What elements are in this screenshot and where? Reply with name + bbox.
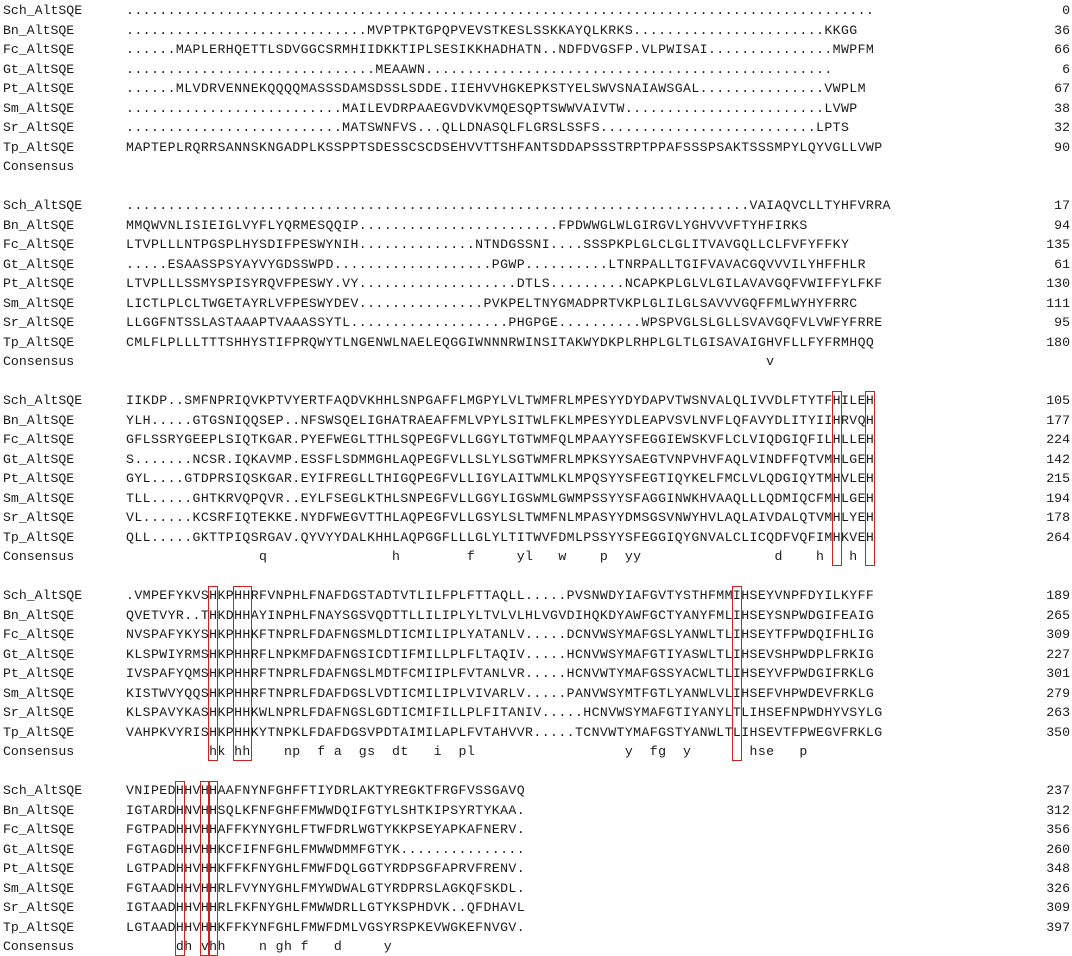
sequence-name: Fc_AltSQE xyxy=(3,432,75,447)
residue-count: 260 xyxy=(1046,841,1070,857)
sequence-residues: LLGGFNTSSLASTAAAPTVAAASSYTL...................PHGPGE..........WPSPVGLSLGLLSVAVGQFVLVWFYFRRE xyxy=(126,315,883,330)
sequence-residues: IGTAADHHVHHRLFKFNYGHLFMWWDRLLGTYKSPHDVK..QFDHAVL xyxy=(126,900,526,915)
sequence-name: Sr_AltSQE xyxy=(3,510,75,525)
consensus-row xyxy=(0,547,1072,566)
sequence-residues: GFLSSRYGEEPLSIQTKGAR.PYEFWEGLTTHLSQPEGFVLLGGYLTGTWMFQLMPAAYYSFEGGIEWSKVFLCLVIQDGIQFILHLLEH xyxy=(126,432,875,447)
residue-count: 348 xyxy=(1046,861,1070,876)
sequence-residues: VAHPKVYRISHKPHHKYTNPKLFDAFDGSVPDTAIMILAPLFVTAHVVR.....TCNVWTYMAFGSTYANWLTLIHSEVTFPWEGVFRKLG xyxy=(126,724,883,740)
residue-count: 194 xyxy=(1046,490,1070,506)
sequence-name: Tp_AltSQE xyxy=(3,139,75,155)
alignment-row xyxy=(0,645,1072,664)
alignment-row xyxy=(0,274,1072,293)
sequence-name: Sm_AltSQE xyxy=(3,295,75,311)
alignment-row xyxy=(0,391,1072,410)
sequence-name: Sch_AltSQE xyxy=(3,198,83,213)
residue-count: 309 xyxy=(1046,627,1070,642)
alignment-row xyxy=(0,60,1072,79)
sequence-residues: MMQWVNLISIEIGLVYFLYQRMESQQIP........................FPDWWGLWLGIRGVLYGHVVVFTYHFIRKS xyxy=(126,217,808,233)
residue-count: 264 xyxy=(1046,529,1070,545)
residue-count: 215 xyxy=(1046,471,1070,486)
alignment-row xyxy=(0,430,1072,449)
sequence-name: Sm_AltSQE xyxy=(3,490,75,506)
sequence-residues: FGTAADHHVHHRLFVYNYGHLFMYWDWALGTYRDPRSLAGKQFSKDL. xyxy=(126,880,526,896)
consensus-row xyxy=(0,742,1072,761)
alignment-row xyxy=(0,918,1072,937)
alignment-row xyxy=(0,255,1072,274)
sequence-name: Consensus xyxy=(3,354,75,369)
sequence-name: Sch_AltSQE xyxy=(3,393,83,408)
residue-count: 356 xyxy=(1046,822,1070,837)
sequence-residues: YLH.....GTGSNIQQSEP..NFSWSQELIGHATRAEAFFMLVPYLSITWLFKLMPESYYDLEAPVSVLNVFLQFAVYDLITYIIHRVQH xyxy=(126,412,875,428)
residue-count: 6 xyxy=(1062,61,1070,77)
sequence-name: Sch_AltSQE xyxy=(3,588,83,603)
alignment-row xyxy=(0,489,1072,508)
residue-count: 38 xyxy=(1054,100,1070,116)
sequence-residues: IIKDP..SMFNPRIQVKPTVYERTFAQDVKHHLSNPGAFFLMGPYLVLTWMFRLMPESYYDYDAPVTWSNVALQLIVVDLFTYTFHILEH xyxy=(126,393,875,408)
sequence-residues: LICTLPLCLTWGETAYRLVFPESWYDEV...............PVKPELTNYGMADPRTVKPLGLILGLSAVVVGQFFMLWYHYFRRC xyxy=(126,295,858,311)
sequence-name: Tp_AltSQE xyxy=(3,919,75,935)
alignment-row xyxy=(0,684,1072,703)
sequence-name: Gt_AltSQE xyxy=(3,451,75,467)
sequence-name: Sm_AltSQE xyxy=(3,880,75,896)
alignment-row xyxy=(0,118,1072,137)
residue-count: 61 xyxy=(1054,256,1070,272)
sequence-residues: .VMPEFYKVSHKPHHRFVNPHLFNAFDGSTADTVTLILFPLFTTAQLL.....PVSNWDYIAFGVTYSTHFMMIHSEYVNPFDYILKYFF xyxy=(126,588,875,603)
residue-count: 279 xyxy=(1046,685,1070,701)
sequence-residues: IGTARDHNVHHSQLKFNFGHFFMWWDQIFGTYLSHTKIPSYRTYKAA. xyxy=(126,802,526,818)
alignment-row xyxy=(0,21,1072,40)
residue-count: 142 xyxy=(1046,451,1070,467)
alignment-row xyxy=(0,294,1072,313)
alignment-row xyxy=(0,450,1072,469)
sequence-residues: QLL.....GKTTPIQSRGAV.QYVYYDALKHHLAQPGGFLLLGLYLTITWVFDMLPSSYYSFEGGIQYGNVALCLICQDFVQFIMHKVEH xyxy=(126,529,875,545)
consensus-row xyxy=(0,937,1072,956)
sequence-name: Bn_AltSQE xyxy=(3,607,75,623)
sequence-residues: hk hh np f a gs dt i pl y fg y hse p xyxy=(126,744,808,759)
alignment-row xyxy=(0,235,1072,254)
alignment-row xyxy=(0,625,1072,644)
alignment-row xyxy=(0,508,1072,527)
sequence-residues: CMLFLPLLLTTTSHHYSTIFPRQWYTLNGENWLNAELEQGGIWNNNRWINSITAKWYDKPLRHPLGLTLGISAVAIGHVFLLFYFRMHQQ xyxy=(126,334,875,350)
alignment-row xyxy=(0,723,1072,742)
sequence-residues: GYL....GTDPRSIQSKGAR.EYIFREGLLTHIGQPEGFVLLIGYLAITWMLKLMPQSYYSFEGTIQYKELFMCLVLQDGIQYTMHVLEH xyxy=(126,471,875,486)
sequence-residues: KLSPWIYRMSHKPHHRFLNPKMFDAFNGSICDTIFMILLPLFLTAQIV.....HCNVWSYMAFGTIYASWLTLIHSEVSHPWDPLFRKIG xyxy=(126,646,875,662)
sequence-residues: LTVPLLLSSMYSPISYRQVFPESWY.VY...................DTLS.........NCAPKPLGLVLGILAVAVGQFVWIFFYLFKF xyxy=(126,276,883,291)
sequence-residues: LGTAADHHVHHKFFKYNFGHLFMWFDMLVGSYRSPKEVWGKEFNVGV. xyxy=(126,919,526,935)
sequence-name: Bn_AltSQE xyxy=(3,802,75,818)
sequence-name: Gt_AltSQE xyxy=(3,61,75,77)
sequence-residues: .....ESAASSPSYAYVYGDSSWPD...................PGWP..........LTNRPALLTGIFVAVACGQVVVILYHFFHLR xyxy=(126,256,866,272)
sequence-name: Tp_AltSQE xyxy=(3,334,75,350)
alignment-row xyxy=(0,664,1072,683)
sequence-name: Consensus xyxy=(3,549,75,564)
sequence-residues: q h f yl w p yy d h h xyxy=(126,549,858,564)
alignment-row xyxy=(0,138,1072,157)
sequence-residues: LGTPADHHVHHKFFKFNYGHLFMWFDQLGGTYRDPSGFAPRVFRENV. xyxy=(126,861,526,876)
residue-count: 105 xyxy=(1046,393,1070,408)
sequence-residues: ......MLVDRVENNEKQQQQMASSSDAMSDSSLSDDE.IIEHVVHGKEPKSTYELSWVSNAIAWSGAL...............VWPLM xyxy=(126,81,866,96)
residue-count: 312 xyxy=(1046,802,1070,818)
residue-count: 130 xyxy=(1046,276,1070,291)
residue-count: 135 xyxy=(1046,237,1070,252)
alignment-row xyxy=(0,606,1072,625)
sequence-name: Sr_AltSQE xyxy=(3,120,75,135)
sequence-name: Consensus xyxy=(3,939,75,954)
sequence-residues: ......MAPLERHQETTLSDVGGCSRMHIIDKKTIPLSESIKKHADHATN..NDFDVGSFP.VLPWISAI...............MWPFM xyxy=(126,42,875,57)
sequence-name: Tp_AltSQE xyxy=(3,724,75,740)
sequence-name: Fc_AltSQE xyxy=(3,822,75,837)
sequence-name: Pt_AltSQE xyxy=(3,276,75,291)
sequence-residues: FGTPADHHVHHAFFKYNYGHLFTWFDRLWGTYKKPSEYAPKAFNERV. xyxy=(126,822,526,837)
sequence-residues: .......................................................................................... xyxy=(126,3,875,18)
sequence-residues: KISTWVYQQSHKPHHRFTNPRLFDAFDGSLVDTICMILIPLVIVARLV.....PANVWSYMTFGTLYANWLVLIHSEFVHPWDEVFRKLG xyxy=(126,685,875,701)
sequence-residues: ..............................MEAAWN................................................. xyxy=(126,61,833,77)
alignment-row xyxy=(0,411,1072,430)
sequence-residues: KLSPAVYKASHKPHHKWLNPRLFDAFNGSLGDTICMIFILLPLFITANIV.....HCNVWSYMAFGTIYANYLTLIHSEFNPWDHYVSYLG xyxy=(126,705,883,720)
alignment-row xyxy=(0,801,1072,820)
sequence-name: Sch_AltSQE xyxy=(3,783,83,798)
residue-count: 237 xyxy=(1046,783,1070,798)
sequence-residues: NVSPAFYKYSHKPHHKFTNPRLFDAFNGSMLDTICMILIPLYATANLV.....DCNVWSYMAFGSLYANWLTLIHSEYTFPWDQIFHLIG xyxy=(126,627,875,642)
sequence-residues: TLL.....GHTKRVQPQVR..EYLFSEGLKTHLSNPEGFVLLGGYLIGSWMLGWMPSSYYSFAGGINWKHVAAQLLLQDMIQCFMHLGEH xyxy=(126,490,875,506)
alignment-row xyxy=(0,216,1072,235)
residue-count: 309 xyxy=(1046,900,1070,915)
residue-count: 301 xyxy=(1046,666,1070,681)
consensus-row xyxy=(0,352,1072,371)
sequence-name: Tp_AltSQE xyxy=(3,529,75,545)
alignment-row xyxy=(0,333,1072,352)
alignment-row xyxy=(0,1,1072,20)
residue-count: 177 xyxy=(1046,412,1070,428)
residue-count: 36 xyxy=(1054,22,1070,38)
sequence-name: Sm_AltSQE xyxy=(3,100,75,116)
sequence-residues: LTVPLLLNTPGSPLHYSDIFPESWYNIH..............NTNDGSSNI....SSSPKPLGLCLGLITVAVGQLLCLFVFYFFKY xyxy=(126,237,850,252)
residue-count: 265 xyxy=(1046,607,1070,623)
residue-count: 94 xyxy=(1054,217,1070,233)
sequence-residues: ..........................MATSWNFVS...QLLDNASQLFLGRSLSSFS..........................LPTS xyxy=(126,120,850,135)
alignment-row xyxy=(0,586,1072,605)
sequence-name: Pt_AltSQE xyxy=(3,81,75,96)
sequence-name: Sr_AltSQE xyxy=(3,705,75,720)
alignment-row xyxy=(0,99,1072,118)
alignment-row xyxy=(0,703,1072,722)
alignment-row xyxy=(0,40,1072,59)
sequence-name: Sr_AltSQE xyxy=(3,900,75,915)
sequence-name: Gt_AltSQE xyxy=(3,646,75,662)
sequence-residues: ...........................................................................VAIAQVCLLTYHFVRRA xyxy=(126,198,891,213)
sequence-residues: .............................MVPTPKTGPQPVEVSTKESLSSKKAYQLKRKS.......................KKGG xyxy=(126,22,858,38)
sequence-residues: v xyxy=(126,354,875,369)
alignment-row xyxy=(0,528,1072,547)
residue-count: 32 xyxy=(1054,120,1070,135)
alignment-row xyxy=(0,79,1072,98)
residue-count: 397 xyxy=(1046,919,1070,935)
sequence-residues: QVETVYR..THKDHHAYINPHLFNAYSGSVQDTTLLILIPLYLTVLVLHLVGVDIHQKDYAWFGCTYANYFMLIHSEYSNPWDGIFEAIG xyxy=(126,607,875,623)
sequence-residues: FGTAGDHHVHHKCFIFNFGHLFMWWDMMFGTYK............... xyxy=(126,841,526,857)
residue-count: 227 xyxy=(1046,646,1070,662)
sequence-name: Gt_AltSQE xyxy=(3,256,75,272)
residue-count: 263 xyxy=(1046,705,1070,720)
alignment-row xyxy=(0,781,1072,800)
sequence-residues: IVSPAFYQMSHKPHHRFTNPRLFDAFNGSLMDTFCMIIPLFVTANLVR.....HCNVWTYMAFGSSYACWLTLIHSEYVFPWDGIFRKLG xyxy=(126,666,875,681)
sequence-name: Bn_AltSQE xyxy=(3,22,75,38)
sequence-name: Sr_AltSQE xyxy=(3,315,75,330)
sequence-name: Bn_AltSQE xyxy=(3,412,75,428)
alignment-row xyxy=(0,898,1072,917)
residue-count: 0 xyxy=(1062,3,1070,18)
residue-count: 180 xyxy=(1046,334,1070,350)
sequence-name: Fc_AltSQE xyxy=(3,627,75,642)
residue-count: 189 xyxy=(1046,588,1070,603)
sequence-residues: VNIPEDHHVHHAAFNYNFGHFFTIYDRLAKTYREGKTFRGFVSSGAVQ xyxy=(126,783,526,798)
sequence-name: Pt_AltSQE xyxy=(3,666,75,681)
alignment-row xyxy=(0,313,1072,332)
sequence-name: Gt_AltSQE xyxy=(3,841,75,857)
residue-count: 17 xyxy=(1054,198,1070,213)
sequence-name: Bn_AltSQE xyxy=(3,217,75,233)
sequence-name: Pt_AltSQE xyxy=(3,861,75,876)
alignment-row xyxy=(0,859,1072,878)
alignment-row xyxy=(0,469,1072,488)
residue-count: 90 xyxy=(1054,139,1070,155)
residue-count: 67 xyxy=(1054,81,1070,96)
sequence-residues: ..........................MAILEVDRPAAEGVDVKVMQESQPTSWWVAIVTW........................LVWP xyxy=(126,100,858,116)
residue-count: 66 xyxy=(1054,42,1070,57)
sequence-residues: MAPTEPLRQRRSANNSKNGADPLKSSPPTSDESSCSCDSEHVVTTSHFANTSDDAPSSSTRPTPPAFSSSPSAKTSSSMPYLQYVGLLVWP xyxy=(126,139,883,155)
residue-count: 326 xyxy=(1046,880,1070,896)
residue-count: 178 xyxy=(1046,510,1070,525)
residue-count: 224 xyxy=(1046,432,1070,447)
residue-count: 350 xyxy=(1046,724,1070,740)
alignment-row xyxy=(0,820,1072,839)
sequence-name: Fc_AltSQE xyxy=(3,237,75,252)
alignment-row xyxy=(0,840,1072,859)
sequence-name: Consensus xyxy=(3,744,75,759)
sequence-name: Sm_AltSQE xyxy=(3,685,75,701)
alignment-row xyxy=(0,879,1072,898)
sequence-residues: dh vhh n gh f d y xyxy=(126,939,393,954)
residue-count: 111 xyxy=(1046,295,1070,311)
sequence-name: Consensus xyxy=(3,159,75,174)
sequence-residues: VL......KCSRFIQTEKKE.NYDFWEGVTTHLAQPEGFVLLGSYLSLTWMFNLMPASYYDMSGSVNWYHVLAQLAIVDALQTVMHLYEH xyxy=(126,510,875,525)
residue-count: 95 xyxy=(1054,315,1070,330)
sequence-name: Sch_AltSQE xyxy=(3,3,83,18)
sequence-name: Pt_AltSQE xyxy=(3,471,75,486)
sequence-residues: S.......NCSR.IQKAVMP.ESSFLSDMMGHLAQPEGFVLLSLYLSGTWMFRLMPKSYYSAEGTVNPVHVFAQLVINDFFQTVMHLGEH xyxy=(126,451,875,467)
sequence-name: Fc_AltSQE xyxy=(3,42,75,57)
consensus-row xyxy=(0,157,1072,176)
alignment-row xyxy=(0,196,1072,215)
